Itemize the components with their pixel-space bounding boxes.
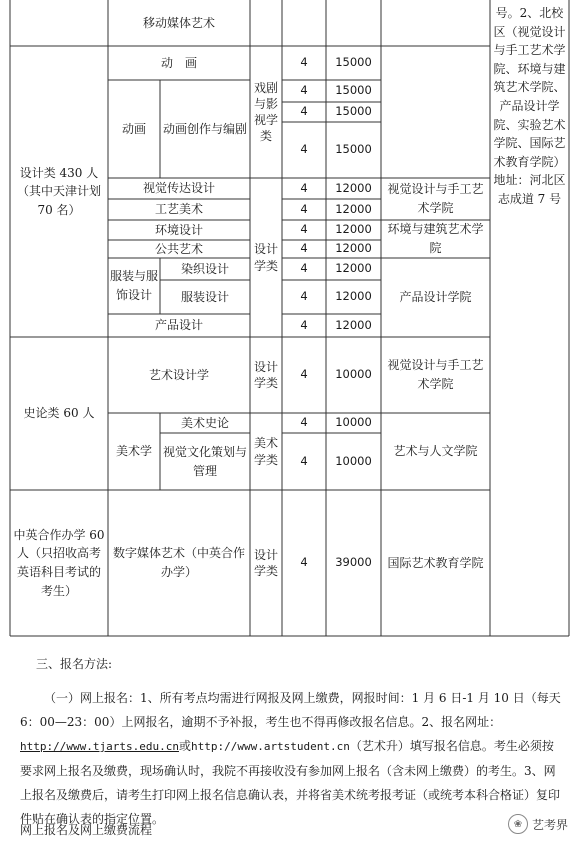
registration-paragraph bbox=[20, 686, 565, 831]
group-animation: 动画 bbox=[121, 121, 146, 136]
years-cell: 4 bbox=[300, 289, 308, 304]
category-design: 设计类 430 人（其中天津计划 70 名） bbox=[16, 165, 101, 217]
years-cell: 4 bbox=[300, 142, 308, 157]
college-visual: 视觉设计与手工艺术学院 bbox=[387, 182, 484, 215]
college-intl: 国际艺术教育学院 bbox=[387, 555, 484, 570]
fee-cell: 12000 bbox=[335, 317, 372, 332]
major-product-design: 产品设计 bbox=[154, 318, 203, 333]
fee-cell: 10000 bbox=[335, 453, 372, 468]
watermark bbox=[508, 814, 568, 834]
years-cell: 4 bbox=[300, 261, 308, 276]
years-cell: 4 bbox=[300, 83, 308, 98]
subject-drama: 戏剧与影视学类 bbox=[253, 80, 278, 144]
flow-title: 网上报名及网上缴费流程 bbox=[20, 823, 153, 837]
major-art-design-science: 艺术设计学 bbox=[148, 367, 209, 382]
fee-cell: 39000 bbox=[335, 555, 372, 570]
fee-cell: 15000 bbox=[335, 55, 372, 70]
category-coop: 中英合作办学 60 人（只招收高考英语科目考试的考生） bbox=[13, 527, 105, 598]
major-env-design: 环境设计 bbox=[154, 222, 203, 237]
major-clothing: 服装设计 bbox=[180, 289, 229, 304]
wechat-icon: ❀ bbox=[508, 814, 528, 834]
years-cell: 4 bbox=[300, 415, 308, 430]
fee-cell: 10000 bbox=[335, 415, 372, 430]
major-public-art: 公共艺术 bbox=[154, 241, 203, 256]
registration-text-a: （一）网上报名：1、所有考点均需进行网报及网上缴费，网报时间：1 月 6 日-1 月 10 日（每天 6：00—23：00）上网报名，逾期不予补报，考生也不得再修改报名信息。2、报名网址： bbox=[20, 691, 561, 729]
subject-fine-arts: 美术学类 bbox=[253, 436, 278, 467]
major-art-history: 美术史论 bbox=[180, 415, 229, 430]
college-humanities: 艺术与人文学院 bbox=[393, 444, 478, 459]
years-cell: 4 bbox=[300, 222, 308, 237]
years-cell: 4 bbox=[300, 180, 308, 195]
group-fine-arts: 美术学 bbox=[115, 444, 152, 459]
group-fashion: 服装与服饰设计 bbox=[110, 269, 159, 302]
fee-cell: 10000 bbox=[335, 367, 372, 382]
url-tjarts-link[interactable]: http://www.tjarts.edu.cn bbox=[20, 740, 179, 753]
years-cell: 4 bbox=[300, 241, 308, 256]
years-cell: 4 bbox=[300, 367, 308, 382]
years-cell: 4 bbox=[300, 201, 308, 216]
section-heading: 三、报名方法: bbox=[36, 657, 113, 671]
college-env: 环境与建筑艺术学院 bbox=[387, 222, 484, 255]
fee-cell: 12000 bbox=[335, 241, 372, 256]
registration-text-b: （艺术升）填写报名信息。考生必须按要求网上报名及缴费，现场确认时，我院不再接收没有参加网上报名（含未网上缴费）的考生。3、网上报名及缴费后，请考生打印网上报名信息确认表，并将省美术统考报考证（或统考本科合格证）复印件贴在确认表的指定位置。 bbox=[20, 739, 561, 826]
or-text: 或 bbox=[178, 739, 191, 753]
fee-cell: 12000 bbox=[335, 289, 372, 304]
years-cell: 4 bbox=[300, 104, 308, 119]
years-cell: 4 bbox=[300, 55, 308, 70]
fee-cell: 15000 bbox=[335, 83, 372, 98]
years-cell: 4 bbox=[300, 317, 308, 332]
fee-cell: 12000 bbox=[335, 261, 372, 276]
college-product: 产品设计学院 bbox=[399, 290, 472, 305]
years-cell: 4 bbox=[300, 555, 308, 570]
years-cell: 4 bbox=[300, 453, 308, 468]
fee-cell: 12000 bbox=[335, 222, 372, 237]
major-digital-media: 数字媒体艺术（中英合作办学） bbox=[112, 546, 245, 579]
major-visual-culture: 视觉文化策划与管理 bbox=[162, 444, 247, 478]
category-history: 史论类 60 人 bbox=[23, 406, 95, 421]
fee-cell: 15000 bbox=[335, 104, 372, 119]
fee-cell: 12000 bbox=[335, 180, 372, 195]
fee-cell: 12000 bbox=[335, 201, 372, 216]
subject-design: 设计学类 bbox=[253, 242, 278, 273]
fee-cell: 15000 bbox=[335, 142, 372, 157]
subject-design: 设计学类 bbox=[253, 359, 278, 390]
subject-design: 设计学类 bbox=[253, 547, 278, 578]
watermark-text: 艺考界 bbox=[531, 817, 568, 832]
major-mobile-media: 移动媒体艺术 bbox=[142, 15, 215, 30]
major-dyeing: 染织设计 bbox=[180, 261, 229, 276]
major-visual-comm: 视觉传达设计 bbox=[142, 181, 215, 196]
campus-address: 号。2、北校区（视觉设计与手工艺术学院、环境与建筑艺术学院、产品设计学院、实验艺术学院、国际艺术教育学院）地址：河北区志成道 7 号 bbox=[493, 6, 566, 206]
major-animation-creation: 动画创作与编剧 bbox=[162, 121, 247, 136]
major-animation: 动 画 bbox=[160, 55, 197, 70]
url-artstudent-link[interactable]: http://www.artstudent.cn bbox=[190, 740, 350, 753]
college-visual: 视觉设计与手工艺术学院 bbox=[387, 358, 484, 391]
major-crafts: 工艺美术 bbox=[154, 202, 203, 217]
